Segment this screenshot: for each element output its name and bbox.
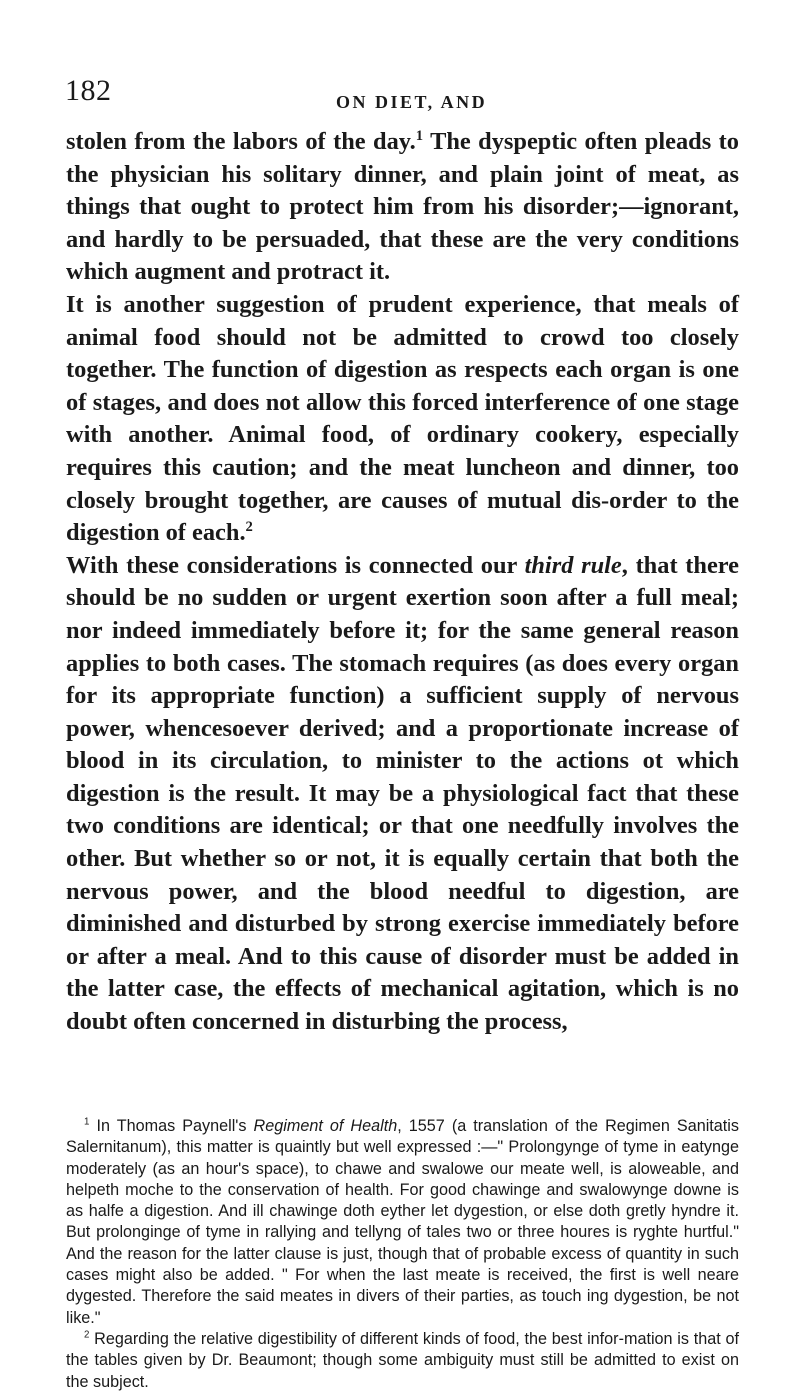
footnote-marker: 2: [84, 1329, 90, 1341]
body-text: [66, 126, 739, 1039]
paragraph: [66, 126, 739, 289]
page-header: [65, 76, 745, 116]
footnote: [66, 1116, 739, 1329]
footnote-ref: 1: [415, 127, 424, 144]
paragraph-text: stolen from the labors of the day.: [66, 128, 416, 155]
paragraph: [66, 289, 739, 550]
footnote: [66, 1329, 739, 1393]
footnote-text: , 1557 (a translation of the Regimen Sanitatis Salernitanum), this matter is quaintly but well expressed :—" Prolongynge of tyme in eatynge moderately (as an hour's space), to chawe and swalowe our meate well, is aloweable, and helpeth moche to the conservation of health. For good chawinge and swalowynge downe is as halfe a digestion. And ill chawinge doth eyther let dygestion, or else doth gretly hyndre it. But prolonginge of tyme in rallying and tellyng of tales two or three houres is ryghte hurtful." And the reason for the latter clause is just, though that of probable excess of quantity in such cases might also be added. " For when the last meate is received, the first is well neare dygested. Therefore the said meates in divers of their parties, as touch ing dygestion, be not like.": [66, 1117, 739, 1327]
paragraph-text: With these considerations is connected our: [66, 551, 525, 579]
page-number: 182: [65, 74, 112, 107]
footnotes: [66, 1116, 739, 1393]
emphasis-text: third rule: [524, 551, 622, 579]
footnote-emphasis: Regiment of Health: [253, 1117, 398, 1135]
running-head: ON DIET, AND: [336, 92, 488, 112]
footnote-marker: 1: [84, 1116, 90, 1128]
paragraph-text: It is another suggestion of prudent experience, that meals of animal food should not be admitted to crowd too closely together. The function of digestion as respects each organ is one of stages, and does not allow this forced interference of one stage with another. Animal food, of ordinary cookery, especially requires this caution; and the meat luncheon and dinner, too closely brought together, are causes of mutual dis-order to the digestion of each.: [66, 290, 739, 547]
paragraph: [66, 550, 739, 1039]
footnote-text: Regarding the relative digestibility of different kinds of food, the best infor-mation is that of the tables given by Dr. Beaumont; though some ambiguity must still be admitted to exist on the subject.: [66, 1329, 739, 1391]
footnote-text: In Thomas Paynell's: [89, 1117, 254, 1135]
paragraph-text: The dyspeptic often pleads to the physician his solitary dinner, and plain joint of meat, as things that ought to protect him from his disorder;—ignorant, and hardly to be persuaded, that these are the very conditions which augment and protract it.: [66, 128, 739, 286]
paragraph-text: , that there should be no sudden or urgent exertion soon after a full meal; nor indeed immediately before it; for the same general reason applies to both cases. The stomach requires (as does every organ for its appropriate function) a sufficient supply of nervous power, whencesoever derived; and a proportionate increase of blood in its circulation, to minister to the actions ot which digestion is the result. It may be a physiological fact that these two conditions are identical; or that one needfully involves the other. But whether so or not, it is equally certain that both the nervous power, and the blood needful to digestion, are diminished and disturbed by strong exercise immediately before or after a meal. And to this cause of disorder must be added in the latter case, the effects of mechanical agitation, which is no doubt often concerned in disturbing the process,: [66, 551, 739, 1036]
footnote-ref: 2: [245, 519, 253, 535]
